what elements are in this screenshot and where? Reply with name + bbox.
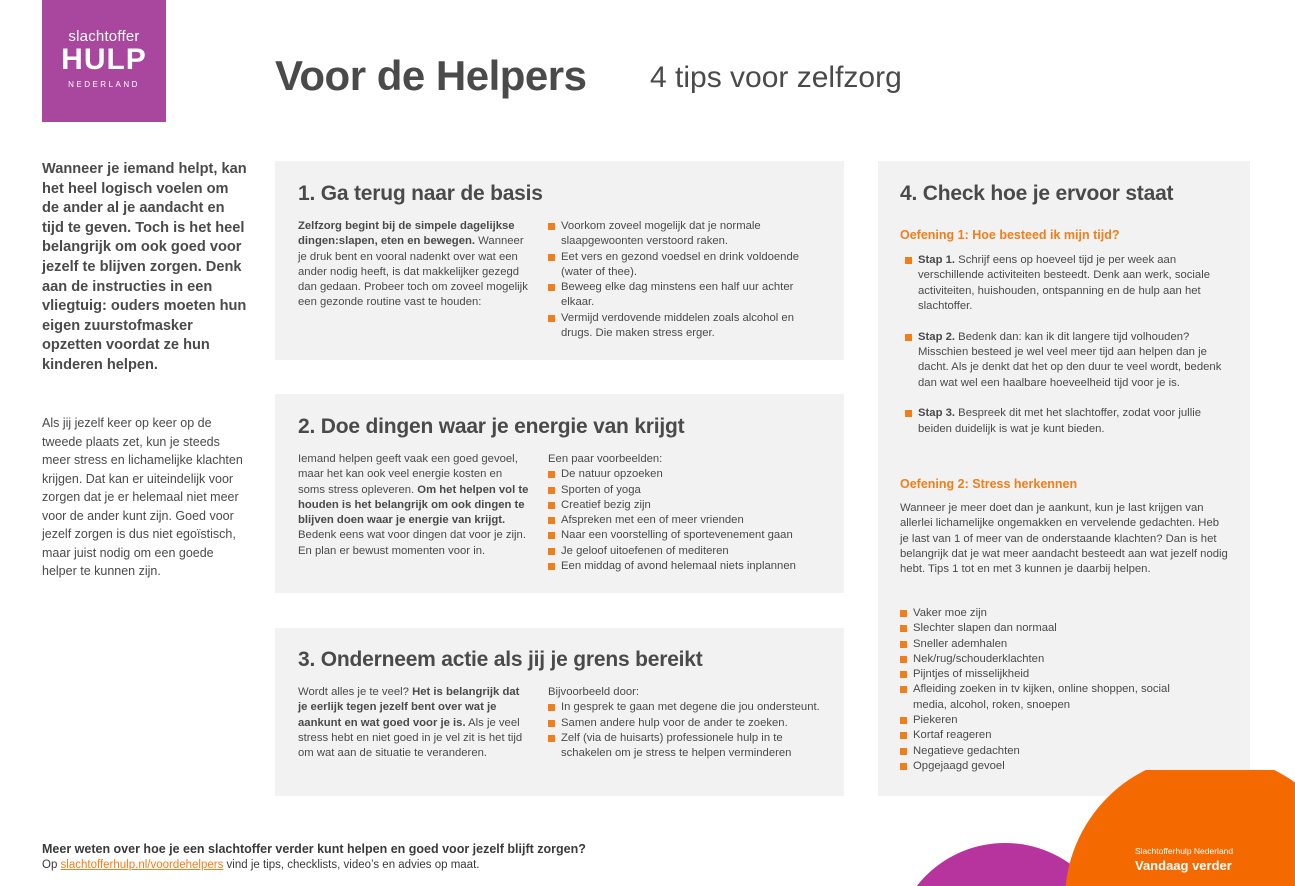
- tip2-text-a: Iemand helpen geeft vaak een goed gevoel, maar het kan ook veel energie kosten en soms stress opleveren.: [298, 453, 518, 496]
- list-item: Sneller ademhalen: [900, 637, 1230, 652]
- list-item: Voorkom zoveel mogelijk dat je normale slaapgewoonten verstoord raken.: [548, 219, 813, 250]
- exercise2-title: Oefening 2: Stress herkennen: [900, 477, 1078, 491]
- tip3-text-bold: Het is belangrijk dat je eerlijk tegen jezelf bent over wat je aankunt en wat goed voor je is.: [298, 686, 520, 729]
- exercise1-title: Oefening 1: Hoe besteed ik mijn tijd?: [900, 228, 1120, 242]
- step-text: Bedenk dan: kan ik dit langere tijd volhouden? Misschien besteed je wel veel meer tijd aan helpen dan je dacht. Als je denkt dat het op den duur te veel wordt, bedenk dan wat wel een haalbare hoeveelheid tijd voor je is.: [918, 330, 1222, 389]
- tip2-examples-label: Een paar voorbeelden:: [548, 453, 663, 465]
- tip3-title: 3. Onderneem actie als jij je grens bereikt: [298, 648, 703, 671]
- intro-body: Als jij jezelf keer op keer op de tweede plaats zet, kun je steeds meer stress en lichamelijke klachten krijgen. Dat kan er uiteindelijk voor zorgen dat je er helemaal niet meer voor de ander kunt zijn. Goed voor jezelf zorgen is dus niet egoïstisch, maar juist nodig om een goede helper te kunnen zijn.: [42, 416, 243, 578]
- step-text: Bespreek dit met het slachtoffer, zodat voor jullie beiden duidelijk is wat je kunt bieden.: [918, 407, 1201, 435]
- list-item: Pijntjes of misselijkheid: [900, 667, 1230, 682]
- logo-line2: HULP: [61, 43, 147, 76]
- list-item: Zelf (via de huisarts) professionele hulp in te schakelen om je stress te helpen verminderen: [548, 731, 823, 762]
- page-subtitle: 4 tips voor zelfzorg: [650, 61, 902, 94]
- page-title: Voor de Helpers: [275, 52, 587, 99]
- tip3-card: [275, 628, 844, 796]
- list-item: Negatieve gedachten: [900, 744, 1230, 759]
- logo-line3: NEDERLAND: [68, 80, 140, 89]
- list-item: Vermijd verdovende middelen zoals alcohol en drugs. Die maken stress erger.: [548, 311, 813, 342]
- list-item: Eet vers en gezond voedsel en drink voldoende (water of thee).: [548, 250, 813, 281]
- tip3-text-b: Als je veel stress hebt en niet goed in je vel zit is het tijd om wat aan de situatie te veranderen.: [298, 716, 523, 760]
- footer-link-suffix: vind je tips, checklists, video’s en advies op maat.: [223, 859, 480, 871]
- org-tagline: Vandaag verder: [1135, 858, 1232, 873]
- list-item: Naar een voorstelling of sportevenement gaan: [548, 528, 833, 543]
- list-item: Opgejaagd gevoel: [900, 759, 1230, 774]
- list-item: Nek/rug/schouderklachten: [900, 652, 1230, 667]
- tip3-list: [548, 700, 823, 761]
- intro-lead: Wanneer je iemand helpt, kan het heel logisch voelen om de ander al je aandacht en tijd te geven. Toch is het heel belangrijk om ook goed voor jezelf te blijven zorgen. Denk aan de instructies in een vliegtuig: ouders moeten hun eigen zuurstofmasker opzetten voordat ze hun kinderen helpen.: [42, 161, 247, 373]
- tip1-list: [548, 219, 813, 341]
- tip4-card: [878, 161, 1250, 796]
- list-item: In gesprek te gaan met degene die jou ondersteunt.: [548, 700, 823, 715]
- footer-link-prefix: Op: [42, 859, 61, 871]
- step-item: [905, 330, 1225, 391]
- tip3-examples: [548, 685, 823, 761]
- tip2-text: [298, 452, 530, 559]
- list-item: Slechter slapen dan normaal: [900, 621, 1230, 636]
- logo-line1: slachtoffer: [68, 28, 140, 45]
- step-label: Stap 1.: [918, 254, 956, 266]
- symptom-list: [900, 606, 1230, 774]
- list-item: Piekeren: [900, 713, 1230, 728]
- step-label: Stap 3.: [918, 407, 956, 420]
- list-item: Samen andere hulp voor de ander te zoeken.: [548, 716, 823, 731]
- list-item: Beweeg elke dag minstens een half uur achter elkaar.: [548, 280, 813, 311]
- tip2-list: [548, 467, 833, 574]
- decorative-shapes: [880, 770, 1295, 886]
- tip3-examples-label: Bijvoorbeeld door:: [548, 686, 640, 698]
- exercise2-text: Wanneer je meer doet dan je aankunt, kun je last krijgen van allerlei lichamelijke ongemakken en vervelende gedachten. Heb je last van 1 of meer van de onderstaande klachten? Dan is het belangrijk dat je wat meer aandacht besteedt aan wat jezelf nodig hebt. Tips 1 tot en met 3 kunnen je daarbij helpen.: [900, 502, 1228, 576]
- footer-line: [42, 859, 479, 871]
- step-item: [905, 253, 1225, 314]
- list-item: Afleiding zoeken in tv kijken, online shoppen, social media, alcohol, roken, snoepen: [900, 682, 1170, 713]
- org-name: Slachtofferhulp Nederland: [1135, 846, 1234, 856]
- list-item: De natuur opzoeken: [548, 467, 833, 482]
- list-item: Een middag of avond helemaal niets inplannen: [548, 559, 833, 574]
- list-item: Vaker moe zijn: [900, 606, 1230, 621]
- step-item: [905, 406, 1225, 437]
- step-text: Schrijf eens op hoeveel tijd je per week aan verschillende activiteiten besteedt. Denk aan werk, sociale activiteiten, huishouden, ontspanning en de hulp aan het slachtoffer.: [918, 254, 1210, 312]
- tip2-card: [275, 394, 844, 593]
- tip2-title: 2. Doe dingen waar je energie van krijgt: [298, 415, 685, 438]
- tip2-text-b: Bedenk eens wat voor dingen dat voor je zijn. En plan er bewust momenten voor in.: [298, 529, 526, 557]
- step-label: Stap 2.: [918, 330, 956, 343]
- list-item: Afspreken met een of meer vrienden: [548, 513, 833, 528]
- tip4-title: 4. Check hoe je ervoor staat: [900, 182, 1174, 205]
- list-item: Je geloof uitoefenen of mediteren: [548, 544, 833, 559]
- tip1-card: [275, 161, 844, 360]
- tip1-lead-text: Wanneer je druk bent en vooral nadenkt over wat een ander nodig heeft, is dat makkelijker gezegd dan gedaan. Probeer toch om zoveel mogelijk een gezonde routine vast te houden:: [298, 235, 528, 309]
- tip3-text: [298, 685, 530, 761]
- list-item: Kortaf reageren: [900, 728, 1230, 743]
- exercise1-steps: [905, 253, 1225, 452]
- tip2-text-bold: Om het helpen vol te houden is het belangrijk om ook dingen te blijven doen waar je energie van krijgt.: [298, 483, 529, 527]
- tip2-examples: [548, 452, 833, 574]
- tip1-title: 1. Ga terug naar de basis: [298, 182, 543, 205]
- tip3-text-a: Wordt alles je te veel?: [298, 686, 413, 698]
- list-item: Creatief bezig zijn: [548, 498, 833, 513]
- list-item: Sporten of yoga: [548, 483, 833, 498]
- footer-question: Meer weten over hoe je een slachtoffer verder kunt helpen en goed voor jezelf blijft zorgen?: [42, 842, 586, 856]
- tip1-intro: [298, 219, 530, 311]
- footer-link[interactable]: slachtofferhulp.nl/voordehelpers: [60, 859, 224, 871]
- logo: [42, 0, 166, 122]
- tip1-lead-bold: Zelfzorg begint bij de simpele dagelijkse dingen:slapen, eten en bewegen.: [298, 220, 515, 248]
